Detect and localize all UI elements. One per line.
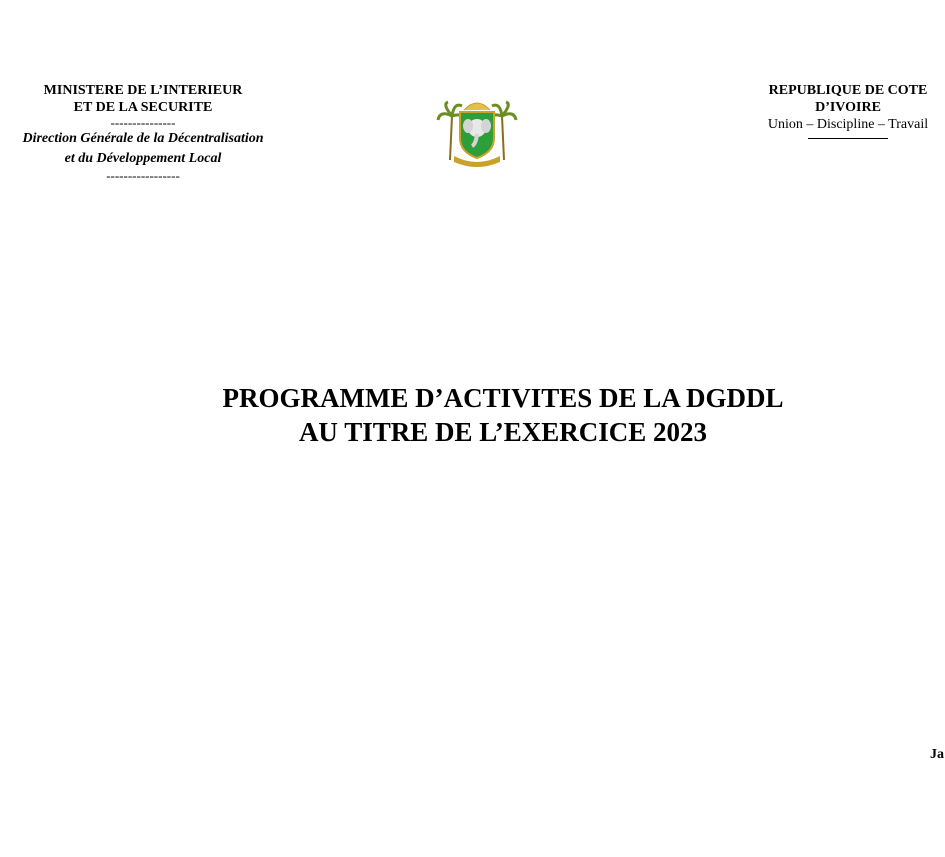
separator-line: ----------------- <box>106 168 180 183</box>
direction-name-line2: et du Développement Local <box>64 151 222 166</box>
republic-header <box>755 82 941 139</box>
country-name-line2: D’IVOIRE <box>815 100 881 115</box>
ministry-name-line1: MINISTERE DE L’INTERIEUR <box>43 83 243 98</box>
country-name-line1: REPUBLIQUE DE COTE <box>768 83 928 98</box>
national-motto: Union – Discipline – Travail <box>767 117 929 132</box>
document-title-line1: PROGRAMME D’ACTIVITES DE LA DGDDL <box>222 383 784 413</box>
separator-line: --------------- <box>110 115 176 130</box>
date-text: Ja <box>930 747 944 762</box>
document-title-line2: AU TITRE DE L’EXERCICE 2023 <box>298 417 708 447</box>
divider <box>808 138 888 139</box>
ministry-header <box>10 82 276 182</box>
direction-name-line1: Direction Générale de la Décentralisation <box>22 131 264 146</box>
ministry-name-line2: ET DE LA SECURITE <box>73 100 213 115</box>
coat-of-arms-icon <box>436 98 518 170</box>
document-title <box>150 381 856 449</box>
